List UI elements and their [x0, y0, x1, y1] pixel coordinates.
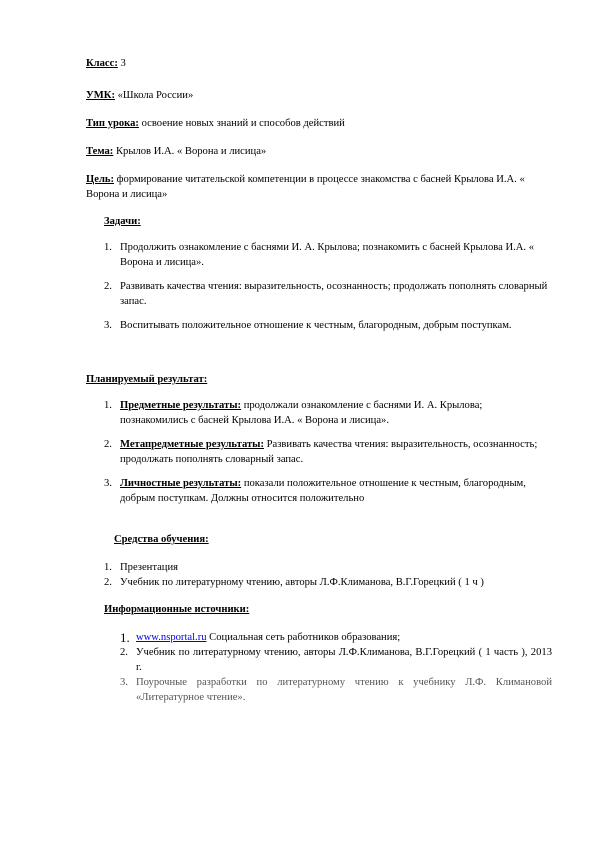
goal-value: формирование читательской компетенции в процессе знакомства с басней Крылова И.А. « Ворона и лисица» [86, 174, 525, 200]
list-item: 1. Предметные результаты: продолжали ознакомление с баснями И. А. Крылова; познакомились с басней Крылова И.А. « Ворона и лисица». [104, 400, 483, 426]
goal-line [86, 172, 548, 202]
list-item: 1. www.nsportal.ru Социальная сеть работников образования; [120, 630, 401, 645]
lesson-type-value: освоение новых знаний и способов действий [138, 118, 345, 129]
class-label: Класс: [86, 58, 118, 69]
list-item: 3. Поурочные разработки по литературному чтению к учебнику Л.Ф. Климановой «Литературное чтение». [120, 677, 552, 703]
list-item: 3. Воспитывать положительное отношение к честным, благородным, добрым поступкам. [104, 320, 512, 331]
tasks-heading: Задачи: [104, 216, 141, 227]
umk-line [86, 88, 556, 103]
topic-label: Тема: [86, 146, 114, 157]
list-item: 2. Развивать качества чтения: выразительность, осознанность; продолжать пополнять словарный запас. [104, 281, 548, 307]
umk-label: УМК: [86, 90, 115, 101]
sources-list [120, 630, 552, 705]
goal-label: Цель: [86, 174, 115, 185]
class-line [86, 56, 556, 71]
list-item: 1. Продолжить ознакомление с баснями И. А. Крылова; познакомить с басней Крылова И.А. « Ворона и лисица». [104, 242, 534, 268]
results-list [104, 398, 550, 506]
results-heading: Планируемый результат: [86, 374, 208, 385]
lesson-type-label: Тип урока: [86, 118, 139, 129]
nsportal-link[interactable]: www.nsportal.ru [136, 632, 207, 643]
means-list [104, 560, 550, 590]
list-item: 2. Учебник по литературному чтению, авторы Л.Ф.Климанова, В.Г.Горецкий ( 1 часть ), 2013 г. [120, 647, 552, 673]
class-value: 3 [117, 58, 126, 69]
lesson-type-line [86, 116, 556, 131]
list-item: 2. Учебник по литературному чтению, авторы Л.Ф.Климанова, В.Г.Горецкий ( 1 ч ) [104, 577, 484, 588]
list-item: 2. Метапредметные результаты: Развивать качества чтения: выразительность, осознанность; продолжать пополнять словарный запас. [104, 439, 538, 465]
list-item: 3. Личностные результаты: показали положительное отношение к честным, благородным, добрым поступкам. Должны относится положительно [104, 478, 526, 504]
topic-value: Крылов И.А. « Ворона и лисица» [113, 146, 267, 157]
topic-line [86, 144, 556, 159]
tasks-list [104, 240, 550, 333]
means-heading: Средства обучения: [114, 534, 209, 545]
sources-heading: Информационные источники: [104, 604, 250, 615]
list-item: 1. Презентация [104, 562, 179, 573]
umk-value: «Школа России» [114, 90, 194, 101]
